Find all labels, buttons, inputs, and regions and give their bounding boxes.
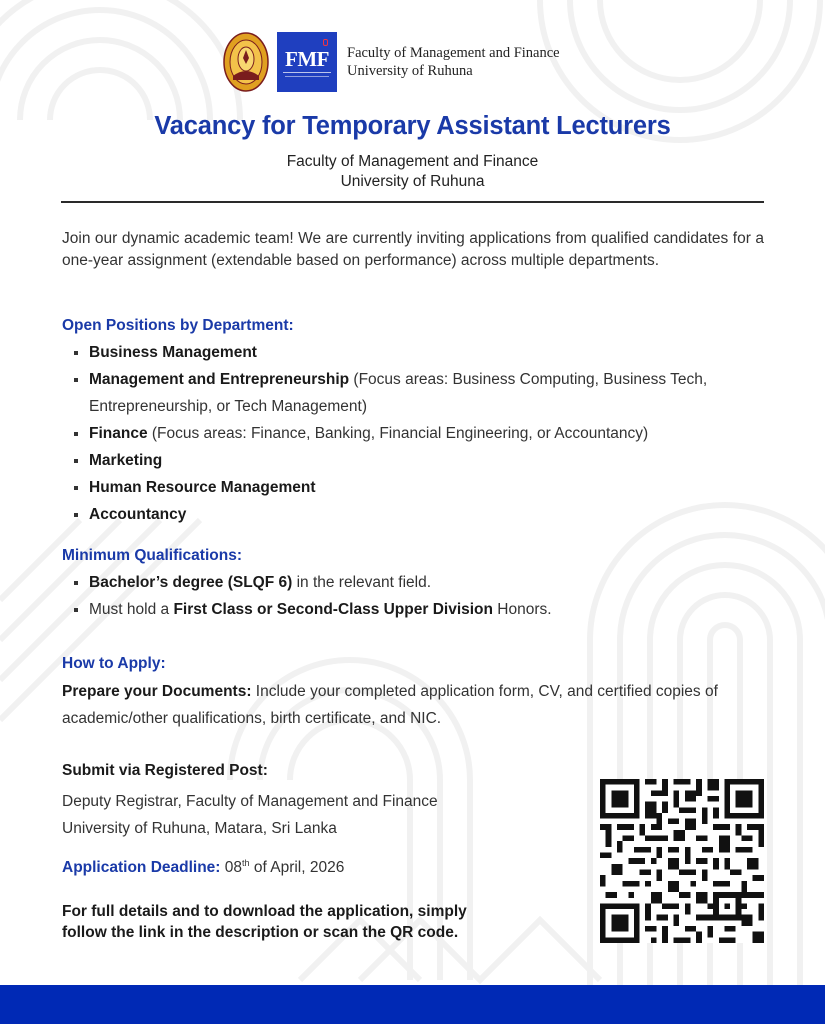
call-to-action: For full details and to download the application, simply follow the link in the description or scan the QR code. [62, 903, 467, 941]
list-item: Management and Entrepreneurship (Focus areas: Business Computing, Business Tech, Entrepreneurship, or Tech Management) [62, 366, 764, 420]
header-line-2: University of Ruhuna [347, 63, 473, 79]
submit-heading: Submit via Registered Post: [62, 762, 268, 779]
header [223, 32, 560, 92]
divider [61, 201, 764, 203]
intro-paragraph: Join our dynamic academic team! We are currently inviting applications from qualified candidates for a one-year assignment (extendable based on performance) across multiple departments. [62, 230, 764, 269]
list-item: Marketing [62, 447, 764, 474]
qualifications-heading: Minimum Qualifications: [62, 547, 242, 564]
qr-code-icon[interactable] [600, 779, 764, 943]
header-line-1: Faculty of Management and Finance [347, 45, 560, 61]
positions-list [62, 339, 764, 528]
list-item: Must hold a First Class or Second-Class Upper Division Honors. [62, 596, 764, 623]
application-deadline: Application Deadline: 08th of April, 2026 [62, 858, 345, 876]
list-item: Business Management [62, 339, 764, 366]
postal-address [62, 788, 438, 842]
how-to-apply-heading: How to Apply: [62, 655, 166, 672]
fmf-logo-text: FMF [285, 47, 329, 71]
page-title: Vacancy for Temporary Assistant Lecturers [154, 112, 671, 140]
header-faculty-name [347, 44, 560, 80]
qualifications-list [62, 569, 764, 623]
university-seal-icon [223, 32, 269, 92]
list-item: Finance (Focus areas: Finance, Banking, Financial Engineering, or Accountancy) [62, 420, 764, 447]
prepare-documents-paragraph: Prepare your Documents: Include your completed application form, CV, and certified copies of academic/other qualifications, birth certificate, and NIC. [62, 683, 718, 727]
address-line-2: University of Ruhuna, Matara, Sri Lanka [62, 820, 337, 837]
subtitle-line-1: Faculty of Management and Finance [286, 153, 539, 170]
positions-heading: Open Positions by Department: [62, 317, 294, 334]
subtitle-line-2: University of Ruhuna [340, 173, 485, 190]
fmf-logo-icon [277, 32, 337, 92]
list-item: Accountancy [62, 501, 764, 528]
list-item: Bachelor’s degree (SLQF 6) in the relevant field. [62, 569, 764, 596]
subtitle [0, 152, 825, 192]
address-line-1: Deputy Registrar, Faculty of Management and Finance [62, 793, 438, 810]
footer-bar [0, 985, 825, 1024]
list-item: Human Resource Management [62, 474, 764, 501]
